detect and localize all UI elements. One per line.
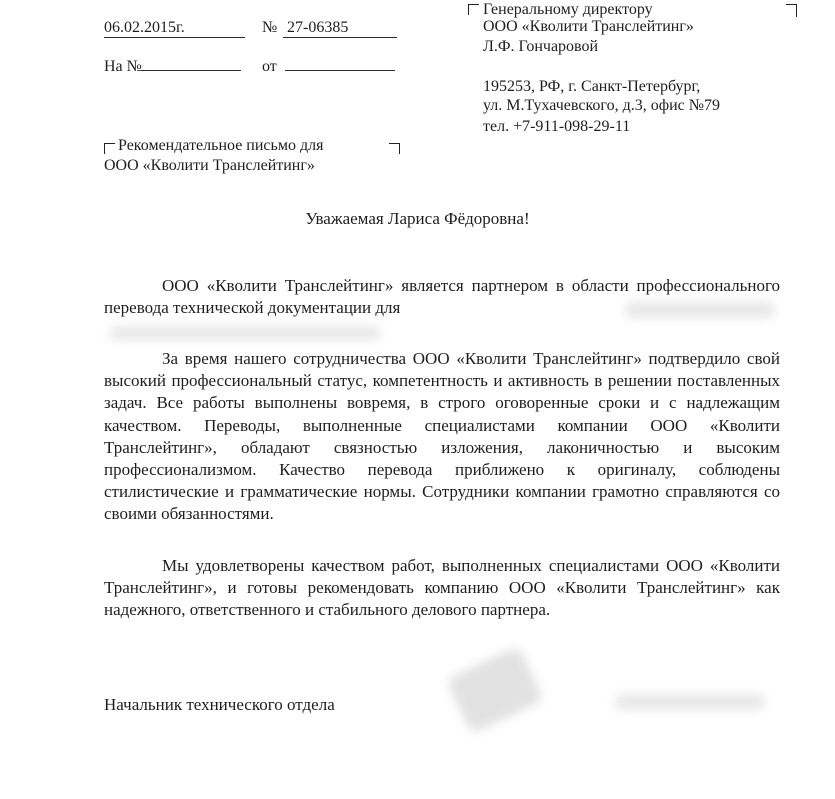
recipient-phone: тел. +7-911-098-29-11 — [483, 118, 631, 135]
number-label: № — [262, 19, 278, 36]
recipient-name: Л.Ф. Гончаровой — [483, 38, 599, 55]
subject-line-2: ООО «Кволити Транслейтинг» — [104, 157, 315, 174]
number-underline — [283, 37, 397, 38]
letter-date: 06.02.2015г. — [104, 19, 185, 36]
recipient-title: Генеральному директору — [483, 1, 653, 18]
recipient-corner-right — [786, 4, 797, 17]
recipient-address-1: 195253, РФ, г. Санкт-Петербург, — [483, 78, 701, 95]
from-label: от — [262, 58, 277, 75]
redacted-client-name — [625, 302, 775, 318]
subject-corner-right — [389, 143, 400, 154]
paragraph-3-block — [104, 555, 780, 622]
paragraph-1: ООО «Кволити Транслейтинг» является партнером в области профессионального перевода технической документации для — [104, 276, 780, 318]
paragraph-2-block — [104, 348, 780, 526]
from-underline — [285, 70, 395, 71]
redacted-signatory-name — [615, 694, 765, 710]
greeting: Уважаемая Лариса Фёдоровна! — [305, 209, 530, 228]
letter-number: 27-06385 — [287, 19, 349, 36]
subject-line-1: Рекомендательное письмо для — [118, 137, 324, 154]
ref-underline — [141, 70, 241, 71]
recipient-address-2: ул. М.Тухачевского, д.3, офис №79 — [483, 97, 721, 114]
redacted-signature — [446, 646, 544, 734]
signatory-position: Начальник технического отдела — [104, 695, 335, 714]
recipient-company: ООО «Кволити Транслейтинг» — [483, 18, 694, 35]
subject-corner-left — [104, 143, 115, 154]
redacted-client-name-cont — [110, 326, 380, 340]
ref-label: На № — [104, 58, 142, 75]
recipient-corner-left — [468, 4, 479, 15]
paragraph-3: Мы удовлетворены качеством работ, выполненных специалистами ООО «Кволити Транслейтинг», и готовы рекомендовать компанию ООО «Кволити Транслейтинг» как надежного, ответственного и стабильного делового партнера. — [104, 556, 780, 620]
date-underline — [104, 37, 245, 38]
paragraph-2: За время нашего сотрудничества ООО «Кволити Транслейтинг» подтвердило свой высокий профессиональный статус, компетентность и активность в решении поставленных задач. Все работы выполнены вовремя, в строго оговоренные сроки и с надлежащим качеством. Переводы, выполненные специалистами компании ООО «Кволити Транслейтинг», обладают связностью изложения, лаконичностью и высоким профессионализмом. Качество перевода приближено к оригиналу, соблюдены стилистические и грамматические нормы. Сотрудники компании грамотно справляются со своими обязанностями. — [104, 349, 780, 524]
